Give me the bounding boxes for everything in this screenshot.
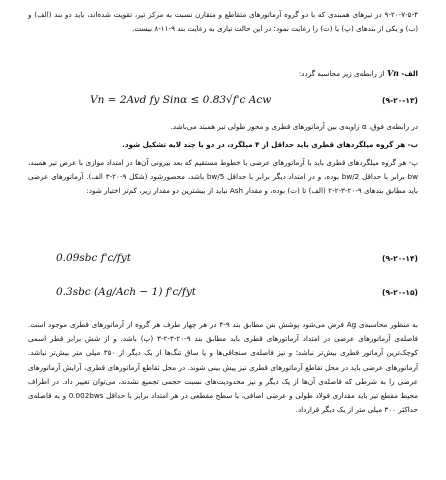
equation-number: (۹-۲۰-۱۴) xyxy=(382,254,418,263)
item-text: از رابطه‌ی زیر محاسبه گردد: xyxy=(298,69,385,78)
vn-symbol: Vn xyxy=(386,68,399,78)
equation-14 xyxy=(28,252,418,272)
paragraph-item-alef xyxy=(28,66,418,81)
equation-15 xyxy=(28,286,418,306)
paragraph-item-pe xyxy=(28,156,418,199)
equation-formula: 0.09sbc f'c/fyt xyxy=(56,252,131,264)
paragraph-ag-notes xyxy=(28,318,418,417)
item-text: ب- هر گروه میلگردهای قطری باید حداقل از ۴ میلگرد، در دو یا چند لایه تشکیل شود. xyxy=(122,140,418,149)
item-text: پ- هر گروه میلگردهای قطری باید با آرماتورهای عرضی با خطوط مستقیم که بعد بیرونی آن‌ها در امتداد موازی با عرض تیر همبند، bw برابر با حداقل bw/2 بوده، و در امتداد دیگر برابر با حداقل bw/5 باشد، محصورشود (شکل ۹-۲۰-۳ الف). آرماتورهای عرضی باید مطابق بندهای ۹-۲۰-۳-۲-۲ (الف) تا (ت) بوده، و مقدار Ash نباید از بیشترین دو مقدار زیر، کم‌تر اختیار شود: xyxy=(28,158,418,196)
item-label: الف- xyxy=(401,69,418,78)
clause-text: ۹-۲۰-۷-۵-۴ در تیرهای همبندی که با دو گروه آرماتورهای متقاطع و متقارن نسبت به مرکز تیر، تقویت شده‌اند، باید دو بند (الف) و (ب) و یکی از بندهای (پ) یا (ت) را رعایت نمود؛ در این حالت نیازی به رعایت بند ۹-۱۱-۸ نیست. xyxy=(28,10,418,34)
equation-number: (۹-۲۰-۱۵) xyxy=(382,288,418,297)
paragraph-clause-intro xyxy=(28,8,418,36)
paragraph-item-be xyxy=(28,138,418,152)
equation-13 xyxy=(28,94,418,114)
equation-number: (۹-۲۰-۱۳) xyxy=(382,96,418,105)
paragraph-alpha-definition xyxy=(28,120,418,134)
paragraph-text: به منظور محاسبه‌ی Ag فرض می‌شود پوشش بتن مطابق بند ۹-۴ در هر چهار طرف هر گروه از آرماتورهای قطری موجود است. فاصله‌ی آرماتورهای عرضی در امتداد آرماتورهای قطری باید مطابق بند ۹-۲۰-۳-۲-۳ (پ) باشد، و از شش برابر قطر اسمی کوچک‌ترین آرماتور قطری بیش‌تر نباشد؛ و نیز فاصله‌ی سنجاقی‌ها و یا ساق تنگ‌ها از یک دیگر از ۳۵۰ میلی متر بیش‌تر نباشد. آرماتورهای عرضی باید در محل تقاطع آرماتورهای قطری نیز پیش بینی شوند. در محل تقاطع آرماتورهای قطری، آرایش آرماتورهای عرضی را به شرطی که فاصله‌ی آن‌ها از یک دیگر و نیز محدودیت‌های نسبت حجمی تجمیع نشدند، می‌توان تغییر داد. در اطراف محیط مقطع تیر باید مقداری فولاد طولی و عرضی اضافی، با سطح مقطعی در هر امتداد برابر با حداقل 0.002bws و به فاصله‌ی حداکثر ۳۰۰ میلی متر از یک دیگر قرارداد. xyxy=(28,320,418,415)
equation-formula: 0.3sbc (Ag/Ach − 1) f'c/fyt xyxy=(56,286,197,298)
definition-text: در رابطه‌ی فوق، α زاویه‌ی بین آرماتورهای قطری و محور طولی تیر همبند می‌باشد. xyxy=(170,122,418,131)
equation-formula: Vn = 2Avd fy Sinα ≤ 0.83√f'c Acw xyxy=(90,94,272,106)
